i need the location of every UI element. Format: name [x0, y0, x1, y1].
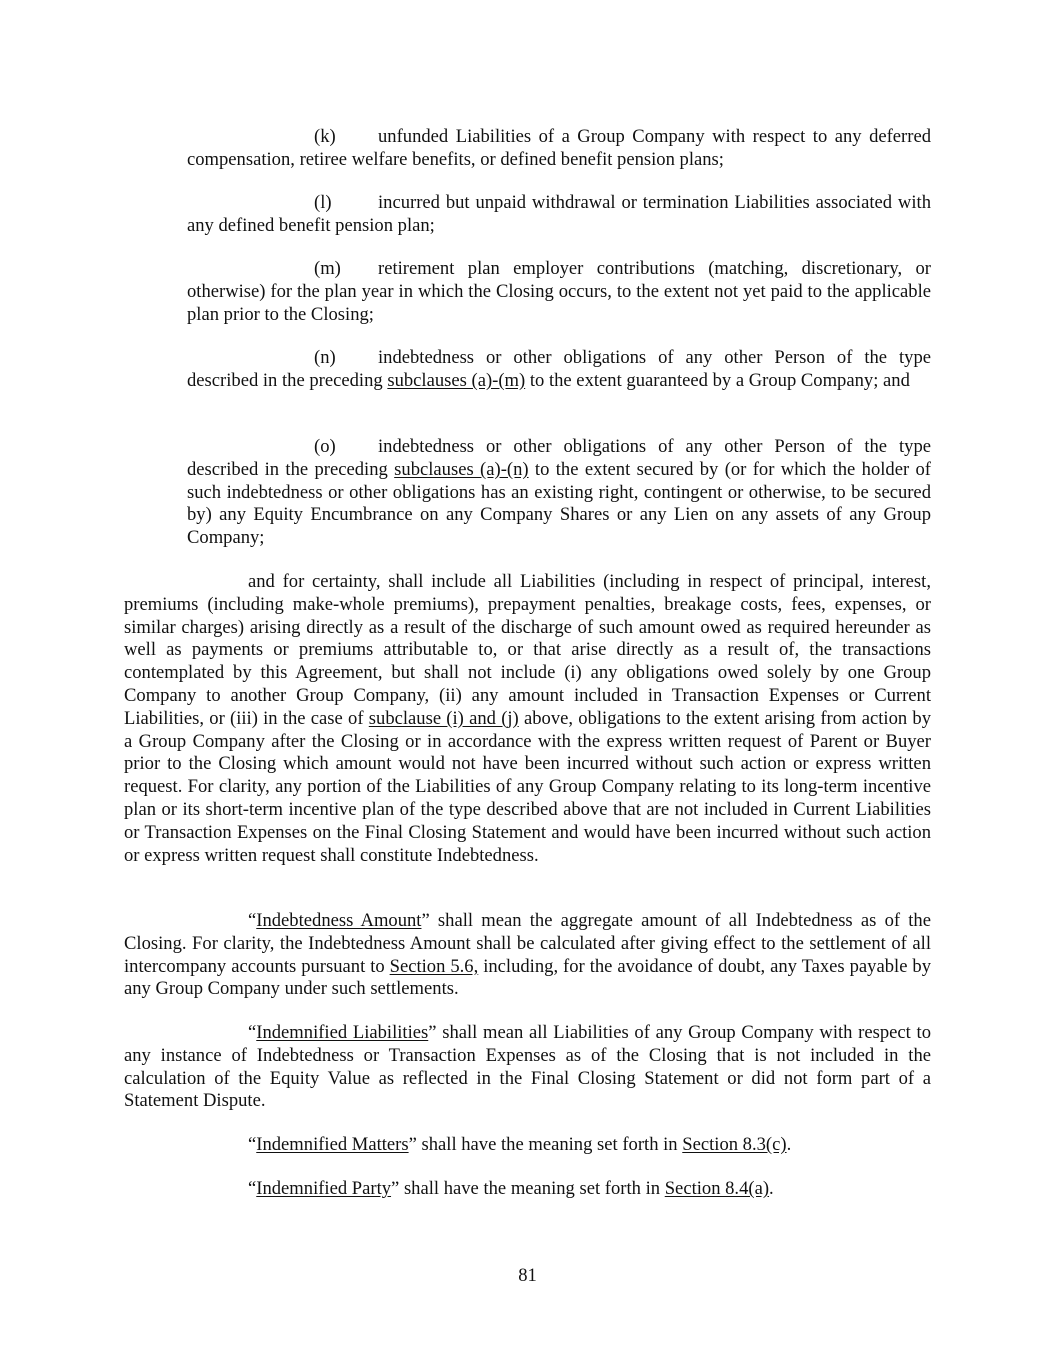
clause-text: indebtedness or other obligations of any other Person of the type described in the preceding — [187, 436, 931, 480]
clause-label: (n) — [314, 347, 336, 368]
cross-reference-link[interactable]: Section 8.3(c) — [682, 1134, 787, 1155]
paragraph-text: above, obligations to the extent arising from action by a Group Company after the Closing or in accordance with the express written request of Parent or Buyer prior to the Closing which amount would not have been incurred without such action or express written request. For clarity, any portion of the Liabilities of any Group Company relating to its long-term incentive plan or its short-term incentive plan of the type described above that are not included in Current Liabilities or Transaction Expenses on the Final Closing Statement and would have been incurred without such action or express written request shall constitute Indebtedness. — [124, 707, 931, 866]
clause-text: indebtedness or other obligations of any other Person of the type described in the preceding — [187, 347, 931, 391]
clause-text: to the extent guaranteed by a Group Company; and — [525, 369, 910, 391]
clause-n — [187, 347, 931, 393]
definition-text: ” shall have the meaning set forth in — [408, 1134, 683, 1155]
clause-label: (m) — [314, 258, 341, 279]
definition-text: including, for the avoidance of doubt, any Taxes payable by any Group Company under such settlements. — [124, 955, 932, 1000]
definition-indemnified-matters: “Indemnified Matters” shall have the meaning set forth in Section 8.3(c). — [248, 1134, 792, 1155]
definition-text: ” shall have the meaning set forth in — [391, 1178, 665, 1199]
clause-label: (o) — [314, 436, 336, 457]
definition-text: ” shall mean all Liabilities of any Group Company with respect to any instance of Indebtedness or Transaction Expenses as of the Closing that is not included in the calculation of the Equity Value as reflected in the Final Closing Statement or did not form part of a Statement Dispute. — [124, 1022, 931, 1112]
clause-text: incurred but unpaid withdrawal or termination Liabilities associated with any defined benefit pension plan; — [187, 192, 931, 236]
cross-reference-link[interactable]: subclauses (a)-(m) — [387, 369, 526, 391]
clause-label: (l) — [314, 192, 332, 213]
definition-indemnified-party: “Indemnified Party” shall have the meaning set forth in Section 8.4(a). — [248, 1178, 774, 1199]
clause-o — [187, 436, 931, 550]
indebtedness-tail-paragraph — [124, 571, 931, 867]
definition-indebtedness-amount: “Indebtedness Amount” shall mean the aggregate amount of all Indebtedness as of the Closing. For clarity, the Indebtedness Amount shall be calculated after giving effect to the settlement of all intercompany accounts pursuant to Section 5.6, including, for the avoidance of doubt, any Taxes payable by any Group Company under such settlements. — [124, 910, 932, 1000]
clause-label: (k) — [314, 126, 336, 147]
defined-term: Indemnified Liabilities — [256, 1022, 429, 1043]
clause-k — [187, 126, 931, 172]
paragraph-text: and for certainty, shall include all Liabilities (including in respect of principal, interest, premiums (including make-whole premiums), prepayment penalties, breakage costs, fees, expenses, or similar charges) arising directly as a result of the discharge of such amount owed as required hereunder as well as payments or premiums attributable to, or that arise directly as a result of, the transactions contemplated by this Agreement, but shall not include (i) any obligations owed solely by one Group Company to another Group Company, (ii) any amount included in Transaction Expenses or Current Liabilities, or (iii) in the case of — [124, 571, 931, 729]
clause-text: to the extent secured by (or for which the holder of such indebtedness or other obligations has an existing right, contingent or otherwise, to be secured by) any Equity Encumbrance on any Company Shares or any Lien on any assets of any Group Company; — [187, 458, 931, 549]
cross-reference-link[interactable]: Section 5.6, — [389, 955, 479, 977]
definition-indemnified-liabilities: “Indemnified Liabilities” shall mean all Liabilities of any Group Company with respect to any instance of Indebtedness or Transaction Expenses as of the Closing that is not included in the calculation of the Equity Value as reflected in the Final Closing Statement or did not form part of a Statement Dispute. — [124, 1022, 931, 1112]
defined-term: Indebtedness Amount — [256, 910, 422, 931]
cross-reference-link[interactable]: subclauses (a)-(n) — [394, 458, 529, 480]
cross-reference-link[interactable]: subclause (i) and (j) — [368, 707, 519, 729]
defined-term: Indemnified Party — [256, 1178, 392, 1199]
clause-text: retirement plan employer contributions (matching, discretionary, or otherwise) for the plan year in which the Closing occurs, to the extent not yet paid to the applicable plan prior to the Closing; — [187, 258, 931, 325]
definition-text: ” shall mean the aggregate amount of all Indebtedness as of the Closing. For clarity, the Indebtedness Amount shall be calculated after giving effect to the settlement of all intercompany accounts pursuant to — [124, 910, 931, 977]
cross-reference-link[interactable]: Section 8.4(a) — [664, 1178, 770, 1199]
clause-l — [187, 192, 931, 238]
defined-term: Indemnified Matters — [256, 1134, 409, 1155]
clause-text: unfunded Liabilities of a Group Company with respect to any deferred compensation, retiree welfare benefits, or defined benefit pension plans; — [187, 126, 931, 170]
clause-m — [187, 258, 931, 326]
page-number: 81 — [518, 1265, 537, 1286]
